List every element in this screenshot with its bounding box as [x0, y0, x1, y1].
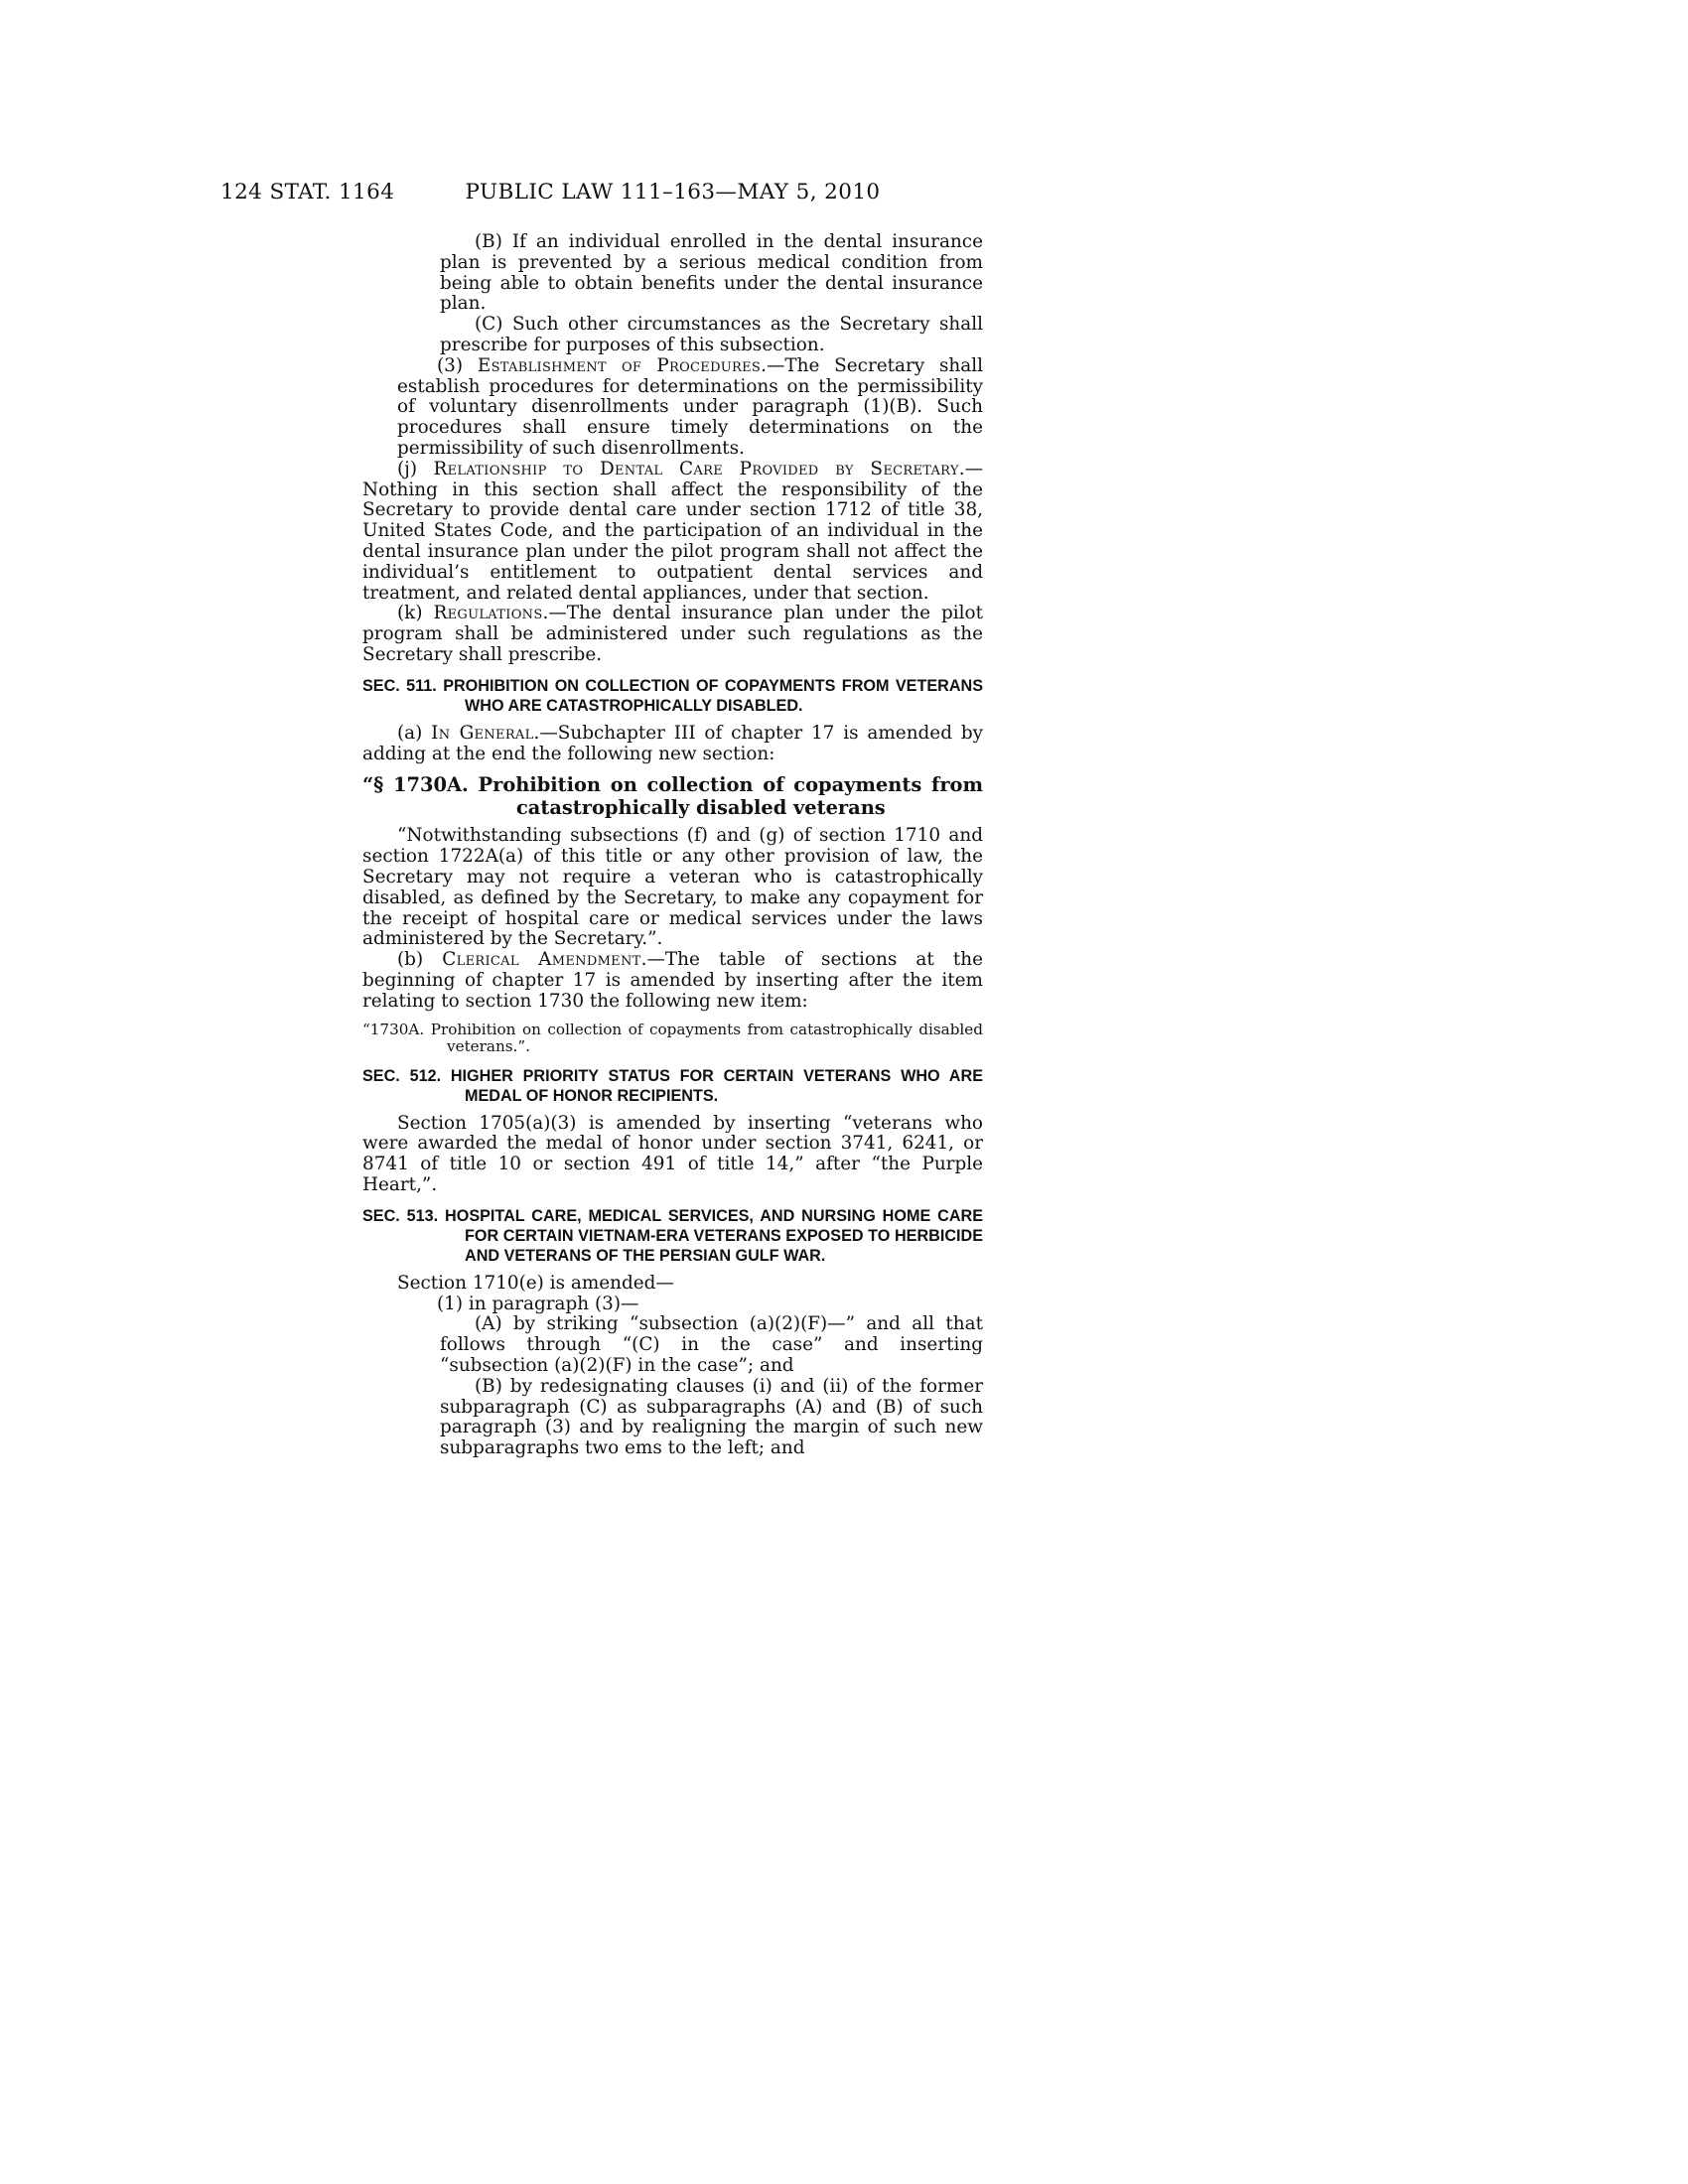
smallcaps-catchphrase: Clerical Amendment	[442, 949, 641, 971]
smallcaps-catchphrase: Relationship to Dental Care Provided by Secretary	[433, 458, 959, 479]
sec-512-heading: SEC. 512. HIGHER PRIORITY STATUS FOR CERTAIN VETERANS WHO ARE MEDAL OF HONOR RECIPIENTS.	[362, 1066, 983, 1105]
clause-C-paragraph: (C) Such other circumstances as the Secretary shall prescribe for purposes of this subsection.	[440, 314, 983, 355]
clause-designator: (j)	[397, 458, 434, 479]
clause-designator: (b)	[397, 949, 443, 971]
clause-designator: (k)	[397, 603, 434, 624]
clause-body: .—The dental insurance plan under the pilot program shall be administered under such regulations as the Secretary shall prescribe.	[362, 603, 983, 665]
subsection-k-paragraph	[362, 604, 983, 665]
subsection-j-paragraph	[362, 460, 983, 605]
smallcaps-catchphrase: In General	[431, 722, 534, 744]
law-title: PUBLIC LAW 111–163—MAY 5, 2010	[465, 180, 881, 205]
clause-body: .—Subchapter III of chapter 17 is amended by adding at the end the following new section:	[362, 722, 983, 764]
page-header	[0, 180, 1688, 209]
sec-511-heading: SEC. 511. PROHIBITION ON COLLECTION OF COPAYMENTS FROM VETERANS WHO ARE CATASTROPHICALLY DISABLED.	[362, 676, 983, 715]
table-of-sections-note: “1730A. Prohibition on collection of copayments from catastrophically disabled veterans.”.	[362, 1020, 983, 1056]
smallcaps-catchphrase: Establishment of Procedures	[477, 354, 762, 376]
sec-512-text-paragraph: Section 1705(a)(3) is amended by inserting “veterans who were awarded the medal of honor under section 3741, 6241, or 8741 of title 10 or section 491 of title 14,” after “the Purple Heart,”.	[362, 1112, 983, 1196]
clause-B-paragraph: (B) If an individual enrolled in the dental insurance plan is prevented by a serious medical condition from being able to obtain benefits under the dental insurance plan.	[440, 231, 983, 315]
stat-page-number: 124 STAT. 1164	[220, 180, 395, 205]
sec-513-intro-paragraph: Section 1710(e) is amended—	[397, 1272, 674, 1294]
paragraph-1-amendment: (1) in paragraph (3)—	[437, 1293, 639, 1314]
clause-designator: (a)	[397, 722, 432, 744]
subsection-b-paragraph	[362, 950, 983, 1012]
subsection-a-paragraph	[362, 724, 983, 765]
clause-designator: (3)	[437, 354, 478, 376]
subparagraph-B-amendment: (B) by redesignating clauses (i) and (ii) of the former subparagraph (C) as subparagraphs (A) and (B) of such paragraph (3) and by realigning the margin of such new subparagraphs two ems to the left; and	[440, 1375, 983, 1459]
smallcaps-catchphrase: Regulations	[433, 603, 543, 624]
clause-body: .—Nothing in this section shall affect the responsibility of the Secretary to provide dental care under section 1712 of title 38, United States Code, and the participation of an individual in the dental insurance plan under the pilot program shall not affect the individual’s entitlement to outpatient dental services and treatment, and related dental appliances, under that section.	[362, 458, 984, 604]
paragraph-3-establishment-of-procedures	[397, 356, 983, 460]
section-1730A-catchline: “§ 1730A. Prohibition on collection of copayments from catastrophically disabled veterans	[362, 773, 983, 819]
statute-text-column	[362, 232, 983, 1459]
subparagraph-A-amendment: (A) by striking “subsection (a)(2)(F)—” and all that follows through “(C) in the case” and inserting “subsection (a)(2)(F) in the case”; and	[440, 1313, 983, 1377]
clause-body: .—The table of sections at the beginning of chapter 17 is amended by inserting after the item relating to section 1730 the following new item:	[362, 949, 984, 1012]
quoted-section-text-paragraph: “Notwithstanding subsections (f) and (g) of section 1710 and section 1722A(a) of this title or any other provision of law, the Secretary may not require a veteran who is catastrophically disabled, as defined by the Secretary, to make any copayment for the receipt of hospital care or medical services under the laws administered by the Secretary.”.	[362, 825, 983, 950]
clause-body: .—The Secretary shall establish procedures for determinations on the permissibility of voluntary disenrollments under paragraph (1)(B). Such procedures shall ensure timely determinations on the permissibility of such disenrollments.	[397, 354, 983, 459]
sec-513-heading: SEC. 513. HOSPITAL CARE, MEDICAL SERVICES, AND NURSING HOME CARE FOR CERTAIN VIETNAM-ERA VETERANS EXPOSED TO HERBICIDE AND VETERANS OF THE PERSIAN GULF WAR.	[362, 1206, 983, 1265]
